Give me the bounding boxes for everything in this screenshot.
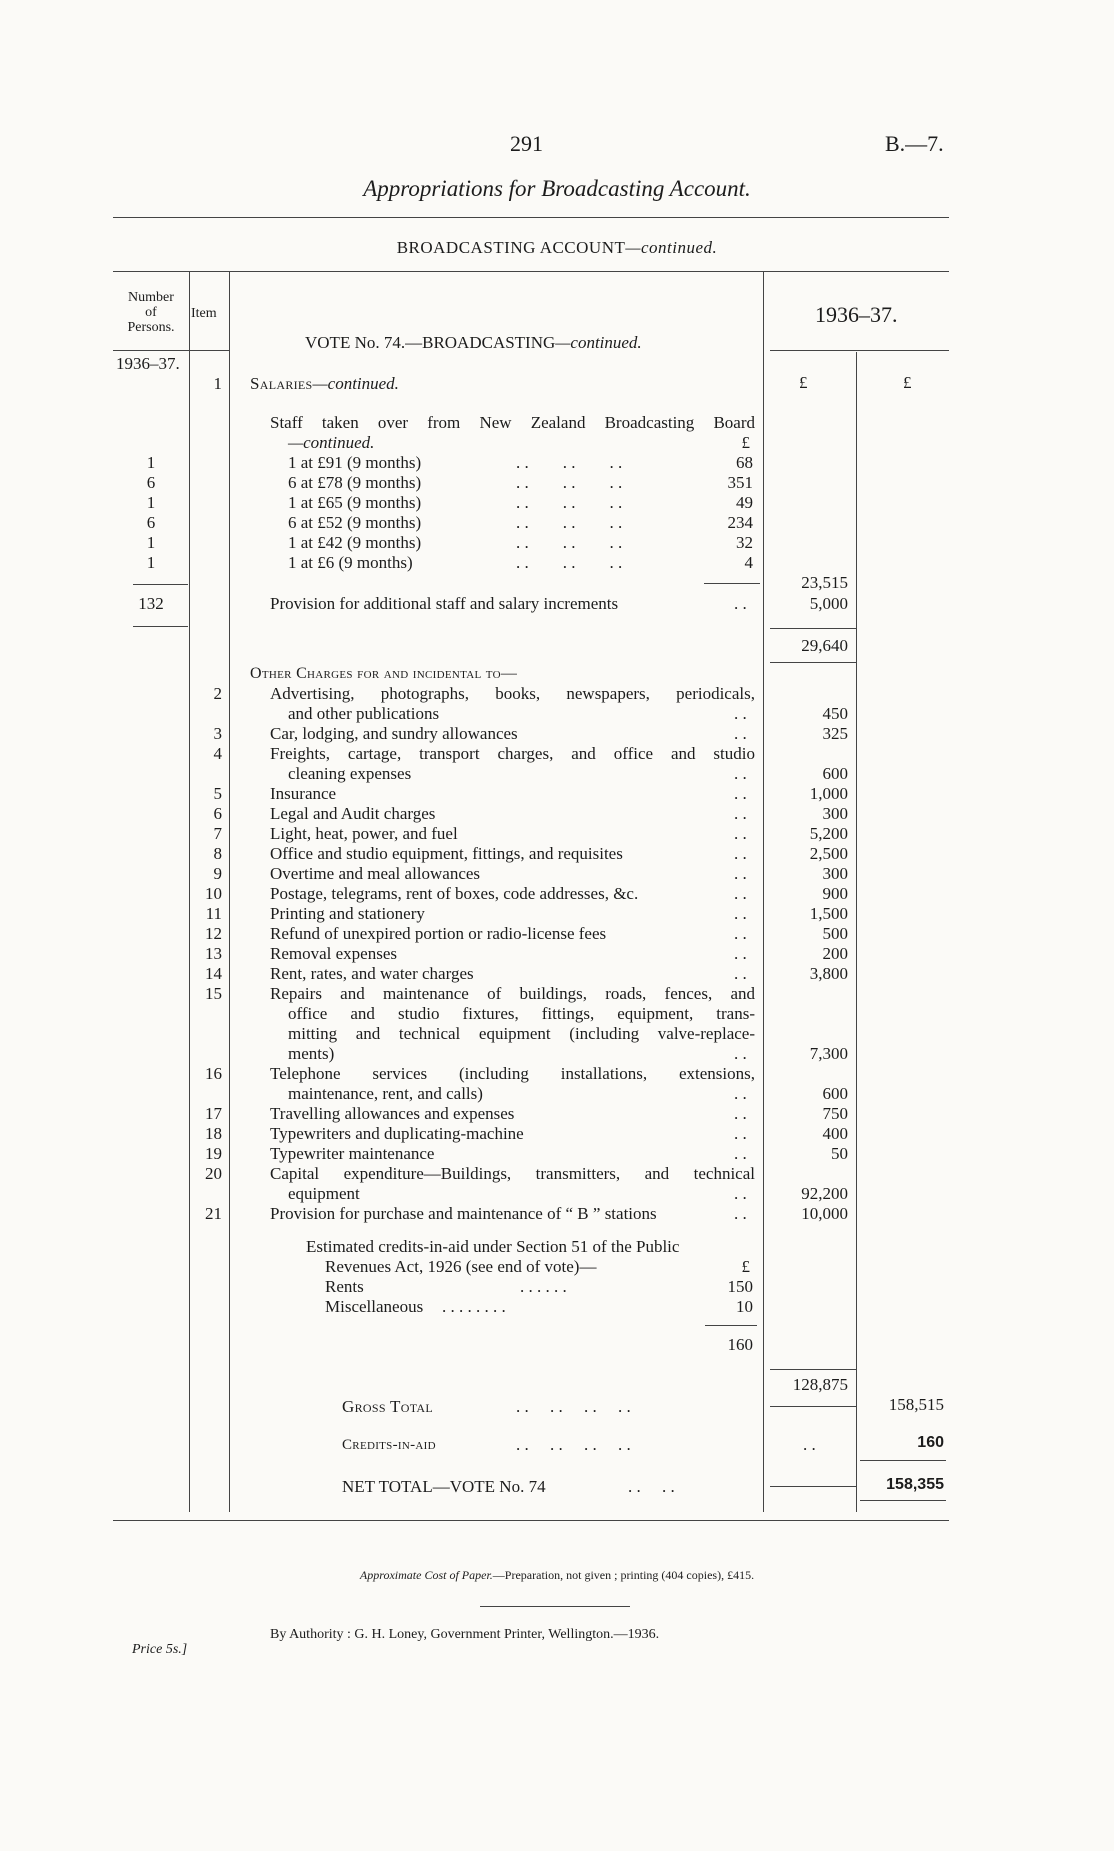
charge-item-number: 21 — [205, 1204, 222, 1223]
charge-item-dots: . . — [734, 824, 747, 843]
charge-item-amount: 600 — [822, 764, 848, 783]
staff-row-dots: . . . . . . — [516, 513, 623, 532]
credits-misc-amount: 10 — [736, 1297, 753, 1316]
charge-item-number: 20 — [205, 1164, 222, 1183]
title-rule — [113, 217, 949, 218]
charge-item-desc: Legal and Audit charges — [270, 804, 436, 823]
staff-row-desc: 6 at £78 (9 months) — [288, 473, 422, 492]
charge-item-dots: . . — [734, 704, 747, 723]
staff-row-amount: 49 — [736, 493, 753, 512]
cost-of-paper-label: Approximate Cost of Paper. — [359, 1568, 493, 1582]
price: Price 5s.] — [132, 1642, 188, 1657]
charge-item-number: 12 — [205, 924, 222, 943]
charge-item-amount: 50 — [831, 1144, 848, 1163]
salaries-heading-suffix: —continued. — [312, 374, 399, 393]
charge-item-dots: . . — [734, 784, 747, 803]
salaries-item-number: 1 — [213, 374, 222, 393]
staff-row-dots: . . . . . . — [516, 493, 623, 512]
credits-in-aid-rule — [860, 1460, 946, 1461]
charge-item-number: 19 — [205, 1144, 222, 1163]
charge-item-number: 3 — [213, 724, 222, 743]
table-top-rule — [113, 271, 949, 272]
charge-item-number: 7 — [213, 824, 222, 843]
charge-item-desc: Removal expenses — [270, 944, 397, 963]
charge-item-dots: . . — [734, 864, 747, 883]
credits-in-aid-label: Credits-in-aid — [342, 1437, 436, 1453]
account-heading-suffix: —continued. — [625, 238, 718, 257]
vote-title — [305, 333, 642, 353]
staff-row-amount: 68 — [736, 453, 753, 472]
charge-item-number: 16 — [205, 1064, 222, 1083]
charge-item-amount: 900 — [822, 884, 848, 903]
charge-item-desc: maintenance, rent, and calls) — [288, 1084, 483, 1103]
charge-item-dots: . . — [734, 1124, 747, 1143]
charge-item-desc: Overtime and meal allowances — [270, 864, 481, 883]
credits-rents-label: Rents — [325, 1277, 364, 1296]
charge-item-desc: Typewriters and duplicating-machine — [270, 1124, 524, 1143]
charge-item-dots: . . — [734, 964, 747, 983]
credits-note-line2: Revenues Act, 1926 (see end of vote)— — [325, 1257, 597, 1276]
staff-row-amount: 4 — [744, 553, 753, 572]
credits-note-line1: Estimated credits-in-aid under Section 51 of the Public — [306, 1237, 680, 1256]
charge-item-desc: Repairs and maintenance of buildings, roads, fences, and — [270, 984, 755, 1003]
staff-row-persons: 1 — [146, 453, 156, 472]
charge-item-dots: . . — [734, 804, 747, 823]
charge-item-dots: . . — [734, 924, 747, 943]
staff-row-desc: 1 at £6 (9 months) — [288, 553, 413, 572]
charge-item-desc: Light, heat, power, and fuel — [270, 824, 458, 843]
staff-row-persons: 1 — [146, 533, 156, 552]
charge-item-amount: 10,000 — [801, 1204, 848, 1223]
charge-item-desc: Travelling allowances and expenses — [270, 1104, 515, 1123]
charge-item-dots: . . — [734, 1184, 747, 1203]
salaries-total: 29,640 — [801, 636, 848, 655]
charge-item-number: 8 — [213, 844, 222, 863]
charge-item-dots: . . — [734, 1084, 747, 1103]
charge-item-dots: . . — [734, 1104, 747, 1123]
staff-row-dots: . . . . . . — [516, 553, 623, 572]
gross-total-dots: . . . . . . . . — [516, 1397, 631, 1416]
charge-item-desc: mitting and technical equipment (including valve-replace- — [288, 1024, 755, 1043]
charge-item-amount: 325 — [822, 724, 848, 743]
staff-row-desc: 1 at £42 (9 months) — [288, 533, 422, 552]
persons-header-line1: Number — [128, 290, 174, 305]
charge-item-amount: 7,300 — [809, 1044, 848, 1063]
vote-title-suffix: —continued. — [555, 333, 642, 352]
charge-item-number: 18 — [205, 1124, 222, 1143]
charge-item-desc: and other publications — [288, 704, 440, 723]
item-column-divider — [229, 272, 230, 1512]
currency-right-header: £ — [903, 373, 912, 392]
charge-item-number: 14 — [205, 964, 222, 983]
charge-item-desc: Printing and stationery — [270, 904, 425, 923]
charge-item-number: 13 — [205, 944, 222, 963]
staff-row-persons: 1 — [146, 493, 156, 512]
charge-item-desc: Typewriter maintenance — [270, 1144, 435, 1163]
charge-item-desc: Advertising, photographs, books, newspapers, periodicals, — [270, 684, 755, 703]
charge-item-amount: 300 — [822, 804, 848, 823]
charge-item-desc: Car, lodging, and sundry allowances — [270, 724, 518, 743]
cost-of-paper-text: —Preparation, not given ; printing (404 copies), £415. — [492, 1568, 755, 1582]
provision-persons: 132 — [138, 594, 164, 613]
charge-item-amount: 450 — [822, 704, 848, 723]
provision-dots: . . — [734, 594, 747, 613]
staff-row-desc: 1 at £91 (9 months) — [288, 453, 422, 472]
staff-row-persons: 1 — [146, 553, 156, 572]
charge-item-desc: Refund of unexpired portion or radio-license fees — [270, 924, 607, 943]
charge-item-desc: Telephone services (including installations, extensions, — [270, 1064, 755, 1083]
table-bottom-rule — [113, 1520, 949, 1521]
charge-item-number: 11 — [205, 904, 222, 923]
charge-item-amount: 500 — [822, 924, 848, 943]
persons-header-line2: of — [145, 305, 157, 320]
charge-item-amount: 1,500 — [809, 904, 848, 923]
authority-line: By Authority : G. H. Loney, Government Printer, Wellington.—1936. — [270, 1627, 660, 1642]
charge-item-desc: Postage, telegrams, rent of boxes, code addresses, &c. — [270, 884, 639, 903]
charge-item-dots: . . — [734, 904, 747, 923]
other-charges-heading: Other Charges for and incidental to— — [250, 665, 518, 682]
staff-subtotal: 23,515 — [801, 573, 848, 592]
credits-rents-dots: . . . . . . — [520, 1277, 567, 1296]
net-total-rule — [770, 1486, 856, 1487]
other-charges-total: 128,875 — [792, 1375, 848, 1394]
staff-row-dots: . . . . . . — [516, 473, 623, 492]
charge-item-dots: . . — [734, 764, 747, 783]
charge-item-amount: 750 — [822, 1104, 848, 1123]
year-left-header: 1936–37. — [116, 354, 180, 373]
charge-item-amount: 5,200 — [809, 824, 848, 843]
credits-in-aid-amount: 160 — [917, 1434, 944, 1451]
charge-item-dots: . . — [734, 884, 747, 903]
charge-item-desc: Provision for purchase and maintenance of “ B ” stations — [270, 1204, 657, 1223]
salaries-heading-text: Salaries — [250, 374, 313, 393]
vote-title-text: VOTE No. 74.—BROADCASTING — [305, 333, 556, 352]
salaries-heading — [250, 374, 399, 394]
charge-item-desc: Rent, rates, and water charges — [270, 964, 474, 983]
charge-item-desc: Insurance — [270, 784, 337, 803]
staff-row-persons: 6 — [146, 473, 156, 492]
charge-item-desc: office and studio fixtures, fittings, equipment, trans- — [288, 1004, 755, 1023]
staff-currency: £ — [741, 433, 750, 452]
charge-item-amount: 2,500 — [809, 844, 848, 863]
charge-item-desc: Office and studio equipment, fittings, and requisites — [270, 844, 623, 863]
charge-item-dots: . . — [734, 1204, 747, 1223]
charge-item-number: 4 — [213, 744, 222, 763]
footer-rule — [480, 1606, 630, 1607]
charge-item-number: 9 — [213, 864, 222, 883]
staff-sum-rule — [704, 583, 760, 584]
charge-item-number: 10 — [205, 884, 222, 903]
page-title — [0, 176, 1114, 202]
credits-misc-dots: . . . . . . . . — [442, 1297, 506, 1316]
persons-sum-rule — [133, 584, 188, 585]
charge-item-dots: . . — [734, 1044, 747, 1063]
gross-total-label: Gross Total — [342, 1397, 433, 1416]
charge-item-amount: 600 — [822, 1084, 848, 1103]
persons-bottom-rule — [133, 626, 188, 627]
document-reference: B.—7. — [885, 131, 944, 156]
charge-item-dots: . . — [734, 724, 747, 743]
net-total-under-rule — [860, 1500, 946, 1501]
provision-desc: Provision for additional staff and salary increments — [270, 594, 619, 613]
staff-row-desc: 1 at £65 (9 months) — [288, 493, 422, 512]
net-total-dots: . . . . — [628, 1477, 675, 1496]
charge-item-dots: . . — [734, 844, 747, 863]
credits-in-aid-dots: . . . . . . . . — [516, 1435, 631, 1454]
credits-rents-amount: 150 — [727, 1277, 753, 1296]
staff-heading: Staff taken over from New Zealand Broadcasting Board — [270, 413, 755, 432]
charge-item-desc: ments) — [288, 1044, 335, 1063]
year-column-header: 1936–37. — [815, 302, 898, 327]
gross-total-rule — [770, 1406, 856, 1407]
staff-row-desc: 6 at £52 (9 months) — [288, 513, 422, 532]
credits-in-aid-left-dots: . . — [803, 1435, 816, 1454]
charge-item-amount: 1,000 — [809, 784, 848, 803]
charge-item-number: 17 — [205, 1104, 222, 1123]
net-total-amount: 158,355 — [886, 1476, 944, 1493]
credits-misc-label: Miscellaneous — [325, 1297, 424, 1316]
net-total-label: NET TOTAL—VOTE No. 74 — [342, 1477, 546, 1496]
page-title-text: Appropriations for Broadcasting Account. — [363, 176, 751, 201]
charge-item-desc: cleaning expenses — [288, 764, 412, 783]
charge-item-dots: . . — [734, 1144, 747, 1163]
currency-left-header: £ — [799, 373, 808, 392]
salaries-total-rule — [770, 628, 856, 629]
page-number: 291 — [510, 131, 543, 156]
charge-item-dots: . . — [734, 944, 747, 963]
staff-row-amount: 234 — [727, 513, 753, 532]
persons-header-line3: Persons. — [127, 320, 175, 335]
staff-row-dots: . . . . . . — [516, 533, 623, 552]
account-heading — [0, 238, 1114, 258]
other-charges-total-rule — [770, 1369, 856, 1370]
head-right-rule — [770, 350, 949, 351]
head-left-rule — [113, 350, 230, 351]
charge-item-number: 6 — [213, 804, 222, 823]
amount-column-divider — [763, 272, 764, 1512]
salaries-total-under-rule — [770, 662, 856, 663]
charge-item-number: 15 — [205, 984, 222, 1003]
staff-continued: —continued. — [288, 433, 375, 452]
staff-row-amount: 351 — [727, 473, 753, 492]
charge-item-number: 5 — [213, 784, 222, 803]
charge-item-amount: 200 — [822, 944, 848, 963]
item-header: Item — [191, 306, 217, 321]
number-of-persons-header — [113, 290, 189, 335]
staff-row-dots: . . . . . . — [516, 453, 623, 472]
provision-amount: 5,000 — [809, 594, 848, 613]
charge-item-desc: Freights, cartage, transport charges, and office and studio — [270, 744, 755, 763]
charge-item-amount: 3,800 — [809, 964, 848, 983]
charge-item-desc: Capital expenditure—Buildings, transmitters, and technical — [270, 1164, 755, 1183]
charge-item-number: 2 — [213, 684, 222, 703]
credits-note-total: 160 — [727, 1335, 753, 1354]
credits-sum-rule — [705, 1325, 757, 1326]
charge-item-amount: 92,200 — [801, 1184, 848, 1203]
staff-row-persons: 6 — [146, 513, 156, 532]
account-heading-text: BROADCASTING ACCOUNT — [396, 238, 626, 257]
total-column-divider — [856, 352, 857, 1512]
credits-note-currency: £ — [741, 1257, 750, 1276]
charge-item-amount: 300 — [822, 864, 848, 883]
cost-of-paper-note — [0, 1568, 1114, 1583]
charge-item-amount: 400 — [822, 1124, 848, 1143]
charge-item-desc: equipment — [288, 1184, 360, 1203]
staff-row-amount: 32 — [736, 533, 753, 552]
gross-total-amount: 158,515 — [888, 1395, 944, 1414]
